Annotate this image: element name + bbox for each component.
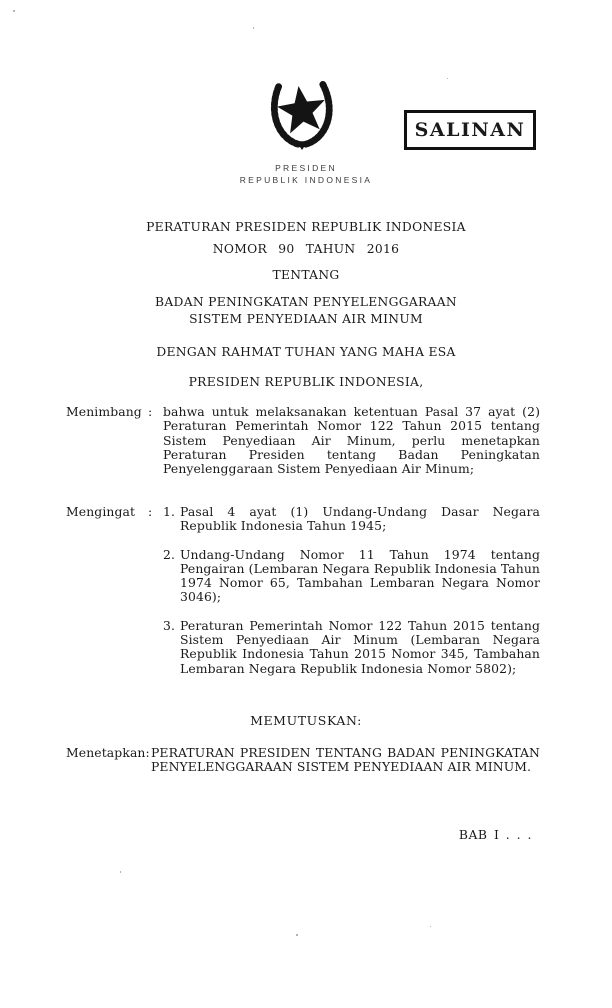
letterhead — [0, 162, 612, 186]
title-invocation: DENGAN RAHMAT TUHAN YANG MAHA ESA — [156, 345, 456, 359]
considerations-text: bahwa untuk melaksanakan ketentuan Pasal 37 ayat (2) Peraturan Pemerintah Nomor 122 Tahun 2015 tentang Sistem Penyediaan Air Minum, perlu menetapkan Peraturan Presiden tentang Badan Peningkatan Penyelenggaraan Sistem Penyediaan Air Minum; — [163, 404, 540, 477]
decision-heading: MEMUTUSKAN: — [250, 713, 362, 728]
legal-basis-item — [163, 548, 540, 605]
title-issuer: PRESIDEN REPUBLIK INDONESIA, — [188, 375, 424, 389]
legal-basis-item-text: Undang-Undang Nomor 11 Tahun 1974 tentang Pengairan (Lembaran Negara Republik Indonesia Tahun 1974 Nomor 65, Tambahan Lembaran Negara Nomor 3046); — [180, 546, 540, 605]
considerations-label: Menimbang — [66, 404, 142, 419]
letterhead-line2: REPUBLIK INDONESIA — [239, 175, 373, 185]
scan-speck — [447, 78, 448, 79]
enactment-label: Menetapkan: — [66, 745, 150, 760]
scan-speck — [430, 926, 431, 927]
title-number-line: NOMOR 90 TAHUN 2016 — [212, 242, 400, 256]
scan-speck — [120, 871, 121, 873]
salinan-stamp — [404, 110, 536, 150]
title-regulation-line: PERATURAN PRESIDEN REPUBLIK INDONESIA — [146, 220, 466, 234]
legal-basis-item-number: 3. — [163, 617, 176, 633]
letterhead-line1: PRESIDEN — [275, 163, 337, 173]
title-subject-line1: BADAN PENINGKATAN PENYELENGGARAAN — [155, 295, 457, 309]
page-catchword: BAB I . . . — [458, 827, 532, 842]
title-subject-line2: SISTEM PENYEDIAAN AIR MINUM — [189, 312, 423, 326]
salinan-stamp-label: SALINAN — [414, 119, 526, 141]
document-title-block — [0, 220, 612, 390]
legal-basis-separator: : — [148, 504, 153, 519]
legal-basis-label: Mengingat — [66, 504, 136, 519]
legal-basis-item-text: Peraturan Pemerintah Nomor 122 Tahun 2015 tentang Sistem Penyediaan Air Minum (Lembaran Negara Republik Indonesia Tahun 2015 Nomor 345, Tambahan Lembaran Negara Republik Indonesia Nomor 5802); — [180, 617, 540, 676]
legal-basis-list — [163, 505, 540, 676]
legal-basis-section — [66, 505, 540, 676]
considerations-section — [66, 405, 540, 476]
legal-basis-item — [163, 505, 540, 534]
scan-speck — [296, 934, 298, 936]
legal-basis-item — [163, 619, 540, 676]
scan-speck — [253, 27, 254, 29]
legal-basis-item-text: Pasal 4 ayat (1) Undang-Undang Dasar Negara Republik Indonesia Tahun 1945; — [180, 504, 540, 534]
enactment-text: PERATURAN PRESIDEN TENTANG BADAN PENINGKATAN PENYELENGGARAAN SISTEM PENYEDIAAN AIR MINUM. — [151, 745, 540, 775]
enactment-section — [66, 746, 540, 775]
considerations-separator: : — [148, 404, 153, 419]
title-tentang: TENTANG — [272, 268, 340, 282]
legal-basis-item-number: 2. — [163, 546, 176, 562]
scan-speck — [13, 10, 15, 12]
legal-basis-item-number: 1. — [163, 504, 176, 519]
presidential-seal-icon — [263, 71, 341, 151]
